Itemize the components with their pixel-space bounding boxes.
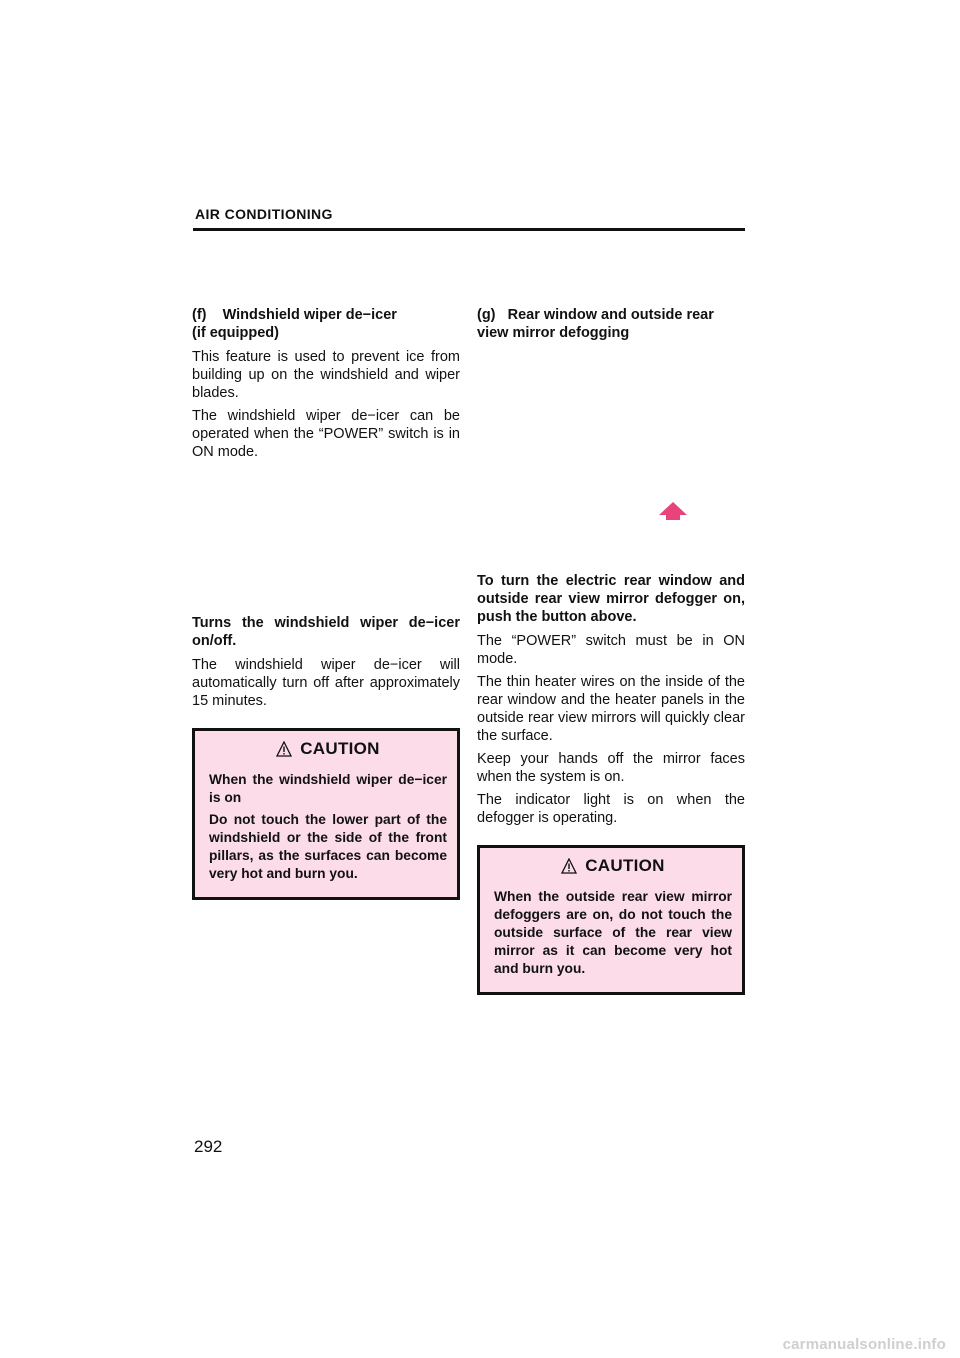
hands-note: Keep your hands off the mirror faces when the system is on. xyxy=(477,751,745,785)
heading-line-2: (if equipped) xyxy=(192,325,279,341)
caution-body: Do not touch the lower part of the windshield or the side of the front pillars, as the surfaces can become very hot and burn you. xyxy=(209,812,447,881)
caution-header xyxy=(209,739,447,759)
header-rule xyxy=(193,228,745,231)
caution-box xyxy=(192,728,460,900)
caution-title-right: CAUTION xyxy=(585,856,665,875)
warning-triangle-icon xyxy=(561,858,577,874)
caution-header-right xyxy=(494,856,732,876)
section-heading-f xyxy=(192,306,460,342)
illustration-area xyxy=(192,466,460,614)
watermark[interactable]: carmanualsonline.info xyxy=(782,1336,946,1353)
section-heading-g: (g) Rear window and outside rear view mirror defogging xyxy=(477,307,718,341)
instruction-text: Turns the windshield wiper de−icer on/off. xyxy=(192,615,460,649)
intro-text: This feature is used to prevent ice from building up on the windshield and wiper blades. xyxy=(192,349,460,401)
caution-box-right xyxy=(477,845,745,995)
home-arrow-icon[interactable] xyxy=(659,502,687,520)
section-title: AIR CONDITIONING xyxy=(195,206,333,222)
auto-off-note: The windshield wiper de−icer will automatically turn off after approximately 15 minutes. xyxy=(192,657,460,709)
power-note: The “POWER” switch must be in ON mode. xyxy=(477,633,745,667)
caution-lead: When the windshield wiper de−icer is on xyxy=(209,772,447,805)
left-column xyxy=(192,306,460,900)
caution-title: CAUTION xyxy=(300,739,380,758)
operation-note: The windshield wiper de−icer can be operated when the “POWER” switch is in ON mode. xyxy=(192,408,460,460)
warning-triangle-icon xyxy=(276,741,292,757)
caution-body-right: When the outside rear view mirror defoggers are on, do not touch the outside surface of the rear view mirror as it can become very hot and burn you. xyxy=(494,889,732,976)
illustration-area-right xyxy=(477,348,745,572)
page-number: 292 xyxy=(194,1137,223,1156)
indicator-note: The indicator light is on when the defogger is operating. xyxy=(477,792,745,826)
right-column xyxy=(477,306,745,995)
defogger-instruction: To turn the electric rear window and outside rear view mirror defogger on, push the button above. xyxy=(477,573,745,625)
heater-note: The thin heater wires on the inside of the rear window and the heater panels in the outside rear view mirrors will quickly clear the surface. xyxy=(477,674,745,744)
heading-line-1: (f) Windshield wiper de−icer xyxy=(192,307,397,323)
